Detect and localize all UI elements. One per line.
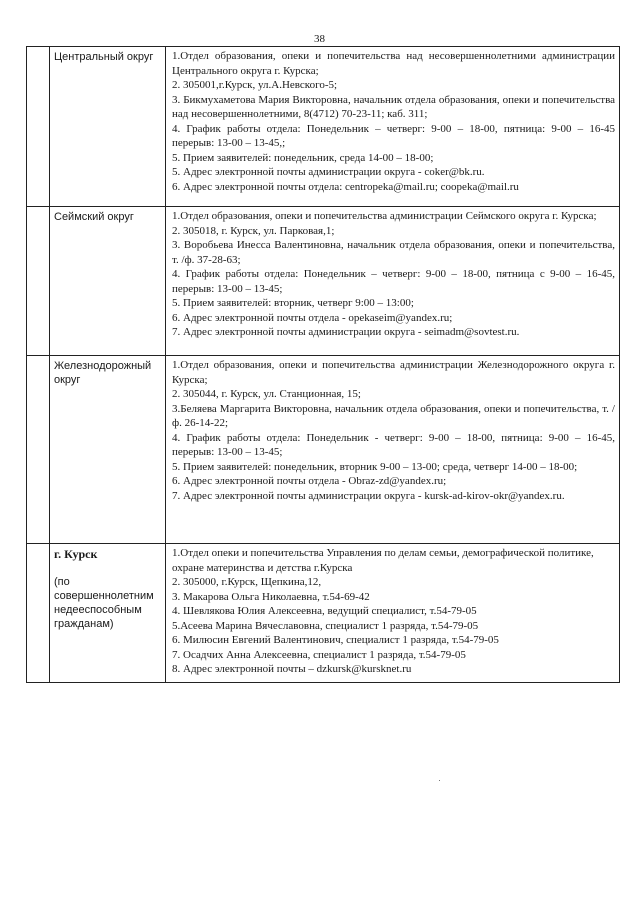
info-cell [166,207,620,356]
info-cell [166,544,620,683]
district-cell [50,47,166,207]
district-name: г. Курск [54,547,98,561]
table-row [27,356,620,544]
info-line: 5. Прием заявителей: вторник, четверг 9:00 – 13:00; [172,297,414,309]
email-line[interactable]: 8. Адрес электронной почты – dzkursk@kursknet.ru [172,663,412,675]
info-cell [166,356,620,544]
info-line: 1.Отдел опеки и попечительства Управления по делам семьи, демографической политике, охране материнства и детства г.Курска [172,547,594,574]
info-line: 2. 305001,г.Курск, ул.А.Невского-5; [172,79,338,91]
info-line: 5.Асеева Марина Вячеславовна, специалист 1 разряда, т.54-79-05 [172,619,479,632]
info-line: 5. Прием заявителей: понедельник, среда 14-00 – 18-00; [172,151,434,164]
info-line: 4. График работы отдела: Понедельник - четверг: 9-00 – 18-00, пятница: 9-00 – 16-45, перерыв: 13-00 – 13-45; [172,431,615,458]
page-number: 38 [314,33,325,45]
email-line[interactable]: 6. Адрес электронной почты отдела - Obraz-zd@yandex.ru; [172,475,447,487]
blank-cell [27,544,50,683]
table-row [27,544,620,683]
district-name: Железнодорожный округ [54,360,152,386]
district-cell [50,207,166,356]
info-line: 3. Макарова Ольга Николаевна, т.54-69-42 [172,590,370,603]
blank-cell [27,47,50,207]
info-cell [166,47,620,207]
info-line: 5. Прием заявителей: понедельник, вторник 9-00 – 13-00; среда, четверг 14-00 – 18-00; [172,460,578,473]
scan-speck [439,780,440,781]
info-line: 4. График работы отдела: Понедельник – четверг: 9-00 – 18-00, пятница: 9-00 – 16-45 перерыв: 13-00 – 13-45,; [172,122,615,149]
email-line[interactable]: 7. Адрес электронной почты администрации округа - seimadm@sovtest.ru. [172,326,520,338]
info-line: 3. Бикмухаметова Мария Викторовна, начальник отдела образования, опеки и попечительства над несовершеннолетними, 8(4712) 70-23-11; каб. 311; [172,93,615,120]
district-note: (по совершеннолетним недееспособным гражданам) [54,576,154,630]
info-line: 6. Милюсин Евгений Валентинович, специалист 1 разряда, т.54-79-05 [172,634,499,646]
info-line: 2. 305000, г.Курск, Щепкина,12, [172,576,322,588]
district-name: Сеймский округ [54,211,134,223]
info-line: 1.Отдел образования, опеки и попечительства администрации Сеймского округа г. Курска; [172,210,597,222]
district-cell [50,544,166,683]
email-line[interactable]: 6. Адрес электронной почты отдела: centropeka@mail.ru; coopeka@mail.ru [172,180,519,193]
table-row [27,47,620,207]
info-line: 3. Воробьева Инесса Валентиновна, начальник отдела образования, опеки и попечительства, т. /ф. 37-28-63; [172,239,615,266]
email-line[interactable]: 5. Адрес электронной почты администрации округа - coker@bk.ru. [172,166,485,178]
email-line[interactable]: 6. Адрес электронной почты отдела - opekaseim@yandex.ru; [172,311,453,324]
info-line: 1.Отдел образования, опеки и попечительства администрации Железнодорожного округа г. Курска; [172,359,615,386]
table-row [27,207,620,356]
info-line: 4. Шевлякова Юлия Алексеевна, ведущий специалист, т.54-79-05 [172,605,477,617]
info-line: 1.Отдел образования, опеки и попечительства над несовершеннолетними администрации Центрального округа г. Курска; [172,50,615,77]
info-line: 3.Беляева Маргарита Викторовна, начальник отдела образования, опеки и попечительства, т. /ф. 26-14-22; [172,402,615,429]
info-line: 2. 305044, г. Курск, ул. Станционная, 15; [172,388,361,400]
info-line: 2. 305018, г. Курск, ул. Парковая,1; [172,224,335,237]
blank-cell [27,356,50,544]
office-contacts-table [26,46,620,683]
info-line: 7. Осадчих Анна Алексеевна, специалист 1 разряда, т.54-79-05 [172,648,466,661]
district-name: Центральный округ [54,51,154,63]
email-line[interactable]: 7. Адрес электронной почты администрации округа - kursk-ad-kirov-okr@yandex.ru. [172,489,565,502]
district-cell [50,356,166,544]
info-line: 4. График работы отдела: Понедельник – четверг: 9-00 – 18-00, пятница с 9-00 – 16-45, перерыв: 13-00 – 13-45; [172,268,615,295]
blank-cell [27,207,50,356]
